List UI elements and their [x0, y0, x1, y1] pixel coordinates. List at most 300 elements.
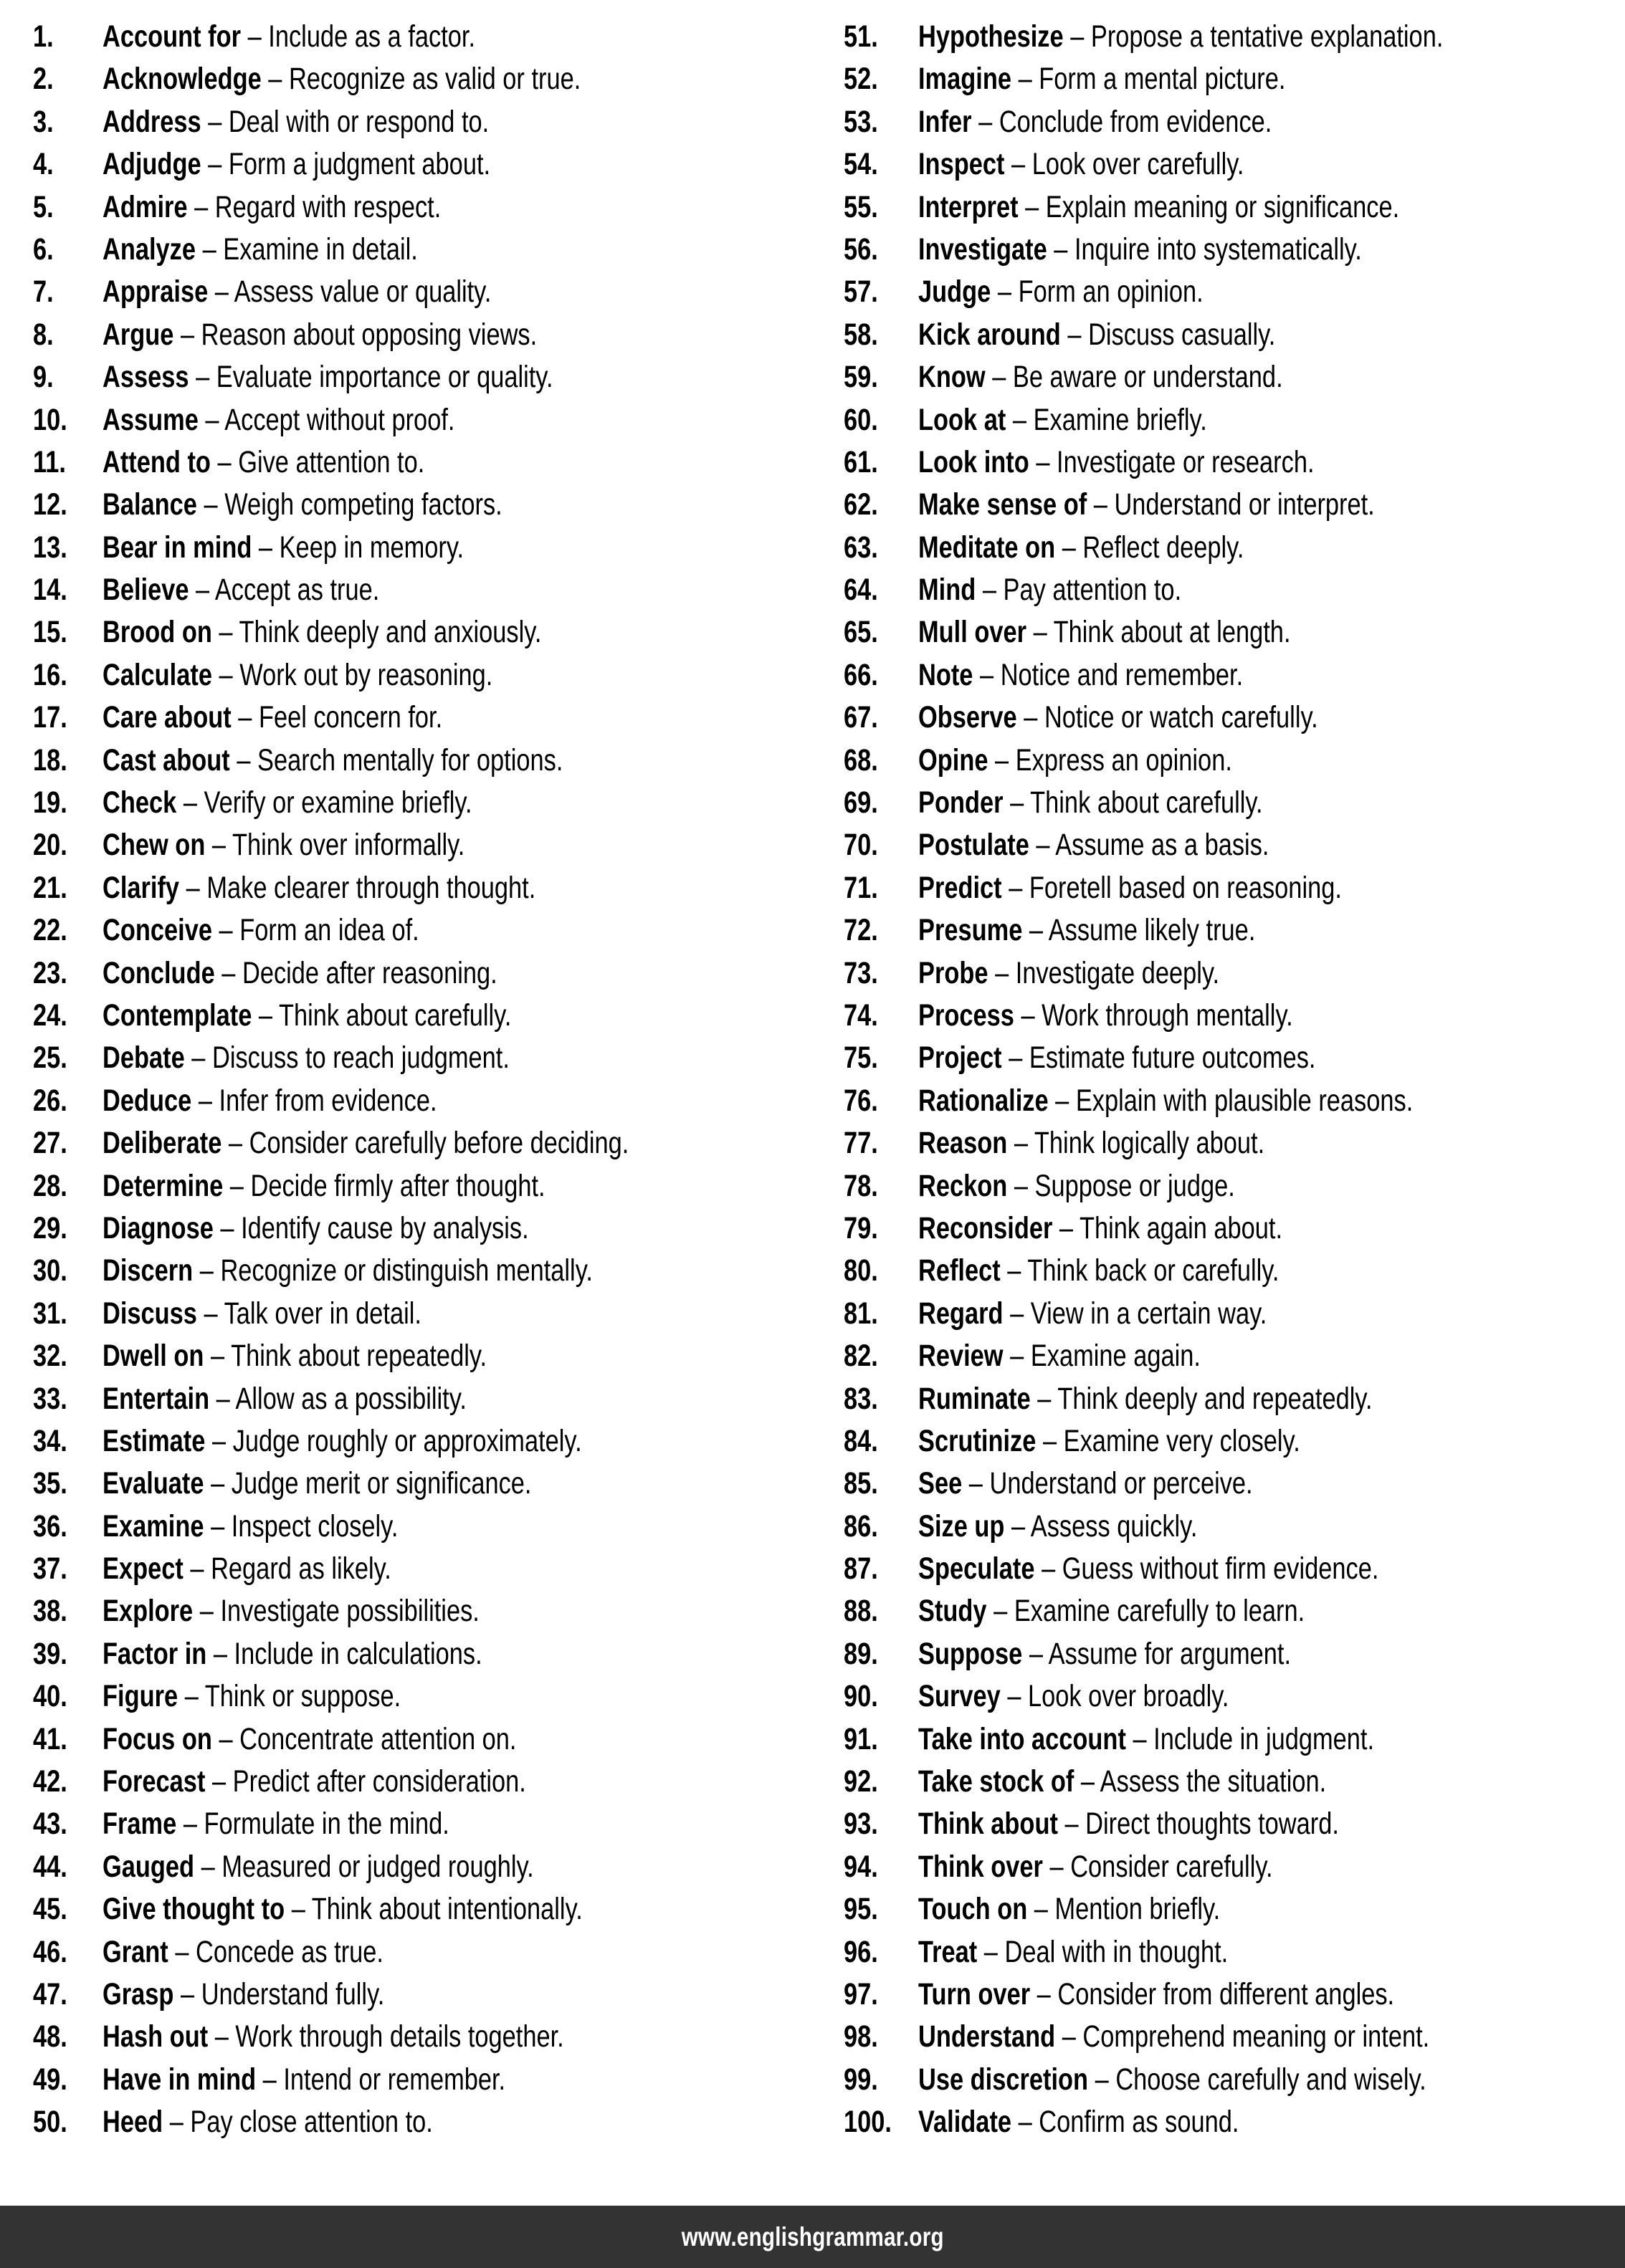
list-item-number: 24. — [33, 997, 67, 1033]
list-item-separator: – — [198, 1083, 212, 1118]
list-item-definition: Weigh competing factors. — [224, 487, 502, 522]
list-item-number: 74. — [844, 997, 878, 1033]
list-item-term: Cast about — [103, 742, 230, 777]
list-item-definition: Look over carefully. — [1031, 147, 1244, 182]
list-item — [844, 995, 1617, 1037]
list-item — [33, 1506, 805, 1548]
list-item-number: 67. — [844, 700, 878, 735]
list-item-definition: Comprehend meaning or intent. — [1082, 2019, 1430, 2054]
list-item-term: Deliberate — [103, 1126, 222, 1161]
list-item-number: 35. — [33, 1466, 67, 1501]
list-item-term: Infer — [918, 104, 972, 139]
list-item-separator: – — [237, 742, 251, 777]
list-item-number: 23. — [33, 955, 67, 990]
list-item-body — [103, 1846, 534, 1888]
list-item-number: 86. — [844, 1508, 878, 1544]
list-item-definition: Investigate or research. — [1057, 444, 1315, 479]
list-item-separator: – — [214, 2019, 229, 2054]
list-item-separator: – — [211, 1466, 225, 1501]
list-item-separator: – — [196, 360, 210, 395]
list-item-number: 30. — [33, 1253, 67, 1288]
list-item-term: Investigate — [918, 231, 1047, 267]
list-item-definition: Concentrate attention on. — [239, 1721, 517, 1756]
list-item-body — [103, 1590, 480, 1632]
list-item-body — [103, 1803, 449, 1845]
list-item — [844, 611, 1617, 654]
list-item-definition: Think deeply and repeatedly. — [1057, 1381, 1373, 1416]
list-item-definition: Intend or remember. — [283, 2062, 506, 2097]
list-item-term: Entertain — [103, 1381, 210, 1416]
list-item — [33, 1973, 805, 2016]
list-item-body — [103, 740, 563, 782]
list-item-separator: – — [1007, 1253, 1021, 1288]
list-item-number: 64. — [844, 573, 878, 608]
list-item-body — [918, 824, 1269, 866]
list-item-term: Discuss — [103, 1296, 197, 1331]
list-item-body — [103, 782, 472, 824]
list-item-term: Forecast — [103, 1764, 206, 1799]
list-item-body — [918, 1846, 1273, 1888]
list-item — [844, 740, 1617, 782]
list-item-definition: Assess quickly. — [1030, 1508, 1198, 1544]
list-item-number: 98. — [844, 2019, 878, 2054]
list-item-body — [103, 1250, 593, 1292]
list-item-term: Heed — [103, 2105, 163, 2140]
list-item-separator: – — [1064, 1807, 1079, 1842]
list-item-term: Grant — [103, 1934, 168, 1969]
list-item-term: Give thought to — [103, 1892, 285, 1927]
list-item — [33, 654, 805, 697]
list-item-term: Reconsider — [918, 1210, 1053, 1245]
list-item-definition: Form a judgment about. — [228, 147, 491, 182]
list-item-definition: Reflect deeply. — [1082, 530, 1244, 565]
list-item-body — [103, 143, 490, 186]
list-item-body — [918, 1718, 1374, 1761]
list-item-number: 21. — [33, 870, 67, 905]
list-item-number: 11. — [33, 444, 66, 479]
list-item — [33, 1207, 805, 1250]
list-item-body — [103, 1548, 391, 1590]
list-item-term: Imagine — [918, 62, 1011, 97]
footer-bar — [0, 2206, 1625, 2268]
list-item-separator: – — [175, 1934, 189, 1969]
list-item-term: Think over — [918, 1849, 1043, 1884]
list-item-number: 63. — [844, 530, 878, 565]
list-item-separator: – — [1010, 785, 1024, 820]
list-item-number: 19. — [33, 785, 67, 820]
list-item-body — [918, 527, 1244, 569]
list-item-number: 12. — [33, 487, 67, 522]
list-item-definition: Reason about opposing views. — [201, 317, 538, 352]
list-item-number: 90. — [844, 1679, 878, 1714]
list-item-separator: – — [191, 1040, 206, 1076]
list-item-separator: – — [1007, 1679, 1021, 1714]
two-column-list — [0, 16, 1625, 2201]
list-item-number: 13. — [33, 530, 67, 565]
list-item-body — [918, 1675, 1229, 1718]
list-item-separator: – — [1011, 147, 1026, 182]
list-item-body — [103, 527, 464, 569]
list-item — [844, 314, 1617, 356]
list-item-term: Adjudge — [103, 147, 201, 182]
list-item — [33, 697, 805, 739]
list-item-number: 99. — [844, 2062, 878, 2097]
list-item-number: 73. — [844, 955, 878, 990]
list-item-body — [103, 909, 419, 952]
list-item-separator: – — [238, 700, 252, 735]
list-item-body — [103, 2101, 433, 2143]
list-item — [33, 2101, 805, 2143]
list-item-number: 44. — [33, 1849, 67, 1884]
list-item-separator: – — [1009, 1040, 1023, 1076]
list-item-body — [103, 186, 441, 229]
list-item — [33, 1675, 805, 1718]
list-item-definition: Foretell based on reasoning. — [1029, 870, 1342, 905]
list-item-number: 17. — [33, 700, 67, 735]
list-item-term: Address — [103, 104, 201, 139]
list-item-number: 80. — [844, 1253, 878, 1288]
list-item — [844, 1250, 1617, 1292]
list-item — [844, 1931, 1617, 1973]
list-item-definition: Identify cause by analysis. — [241, 1210, 529, 1245]
list-item-separator: – — [268, 62, 282, 97]
list-item-number: 83. — [844, 1381, 878, 1416]
list-item — [33, 824, 805, 866]
list-item-separator: – — [1034, 1892, 1048, 1927]
list-item-separator: – — [219, 1721, 233, 1756]
list-item-body — [103, 1633, 482, 1675]
list-item-separator: – — [217, 444, 232, 479]
list-item-separator: – — [194, 189, 209, 224]
right-column — [812, 16, 1624, 2144]
list-item-body — [103, 867, 535, 909]
list-item — [844, 697, 1617, 739]
list-item-definition: Evaluate importance or quality. — [216, 360, 553, 395]
list-item-number: 81. — [844, 1296, 878, 1331]
list-item-term: Take stock of — [918, 1764, 1074, 1799]
list-item-definition: Measured or judged roughly. — [221, 1849, 534, 1884]
list-item — [33, 1250, 805, 1292]
list-item-term: Attend to — [103, 444, 211, 479]
list-item — [844, 58, 1617, 100]
list-item-separator: – — [995, 955, 1009, 990]
list-item — [33, 611, 805, 654]
list-item — [844, 1378, 1617, 1420]
website-url: www.englishgrammar.org — [681, 2221, 944, 2252]
list-item-body — [918, 2059, 1426, 2101]
list-item-number: 77. — [844, 1126, 878, 1161]
list-item-separator: – — [211, 1508, 225, 1544]
list-item-body — [918, 143, 1244, 186]
list-item-body — [918, 399, 1207, 441]
list-item-number: 49. — [33, 2062, 67, 2097]
list-item-term: Frame — [103, 1807, 177, 1842]
list-item-separator: – — [208, 104, 222, 139]
list-item-term: Think about — [918, 1807, 1058, 1842]
list-item-body — [918, 740, 1232, 782]
list-item — [844, 1548, 1617, 1590]
list-item-number: 95. — [844, 1892, 878, 1927]
list-item — [33, 527, 805, 569]
list-item-number: 7. — [33, 274, 54, 310]
list-item-separator: – — [213, 1636, 227, 1671]
list-item-definition: Assess value or quality. — [234, 274, 492, 310]
list-item — [844, 356, 1617, 398]
list-item-number: 78. — [844, 1168, 878, 1203]
list-item — [33, 1122, 805, 1164]
list-item — [844, 1633, 1617, 1675]
list-item-definition: Inquire into systematically. — [1074, 231, 1362, 267]
list-item-body — [103, 441, 424, 484]
list-item-separator: – — [221, 955, 236, 990]
list-item-separator: – — [1011, 1508, 1026, 1544]
list-item-term: Deduce — [103, 1083, 192, 1118]
list-item-body — [918, 1590, 1305, 1632]
list-item-definition: Accept as true. — [214, 573, 380, 608]
list-item — [844, 782, 1617, 824]
list-item-definition: Assume for argument. — [1048, 1636, 1292, 1671]
list-item-term: Evaluate — [103, 1466, 204, 1501]
list-item-term: Use discretion — [918, 2062, 1089, 2097]
list-item-term: Rationalize — [918, 1083, 1049, 1118]
list-item-body — [103, 697, 442, 739]
list-item — [844, 1590, 1617, 1632]
list-item — [33, 2059, 805, 2101]
list-item-number: 25. — [33, 1040, 67, 1076]
list-item — [844, 654, 1617, 697]
list-item-term: Suppose — [918, 1636, 1023, 1671]
list-item-number: 51. — [844, 19, 878, 54]
list-item — [844, 1420, 1617, 1463]
list-item-number: 6. — [33, 231, 54, 267]
list-item-body — [918, 1761, 1326, 1803]
list-item-definition: Think deeply and anxiously. — [239, 615, 542, 650]
list-item-number: 84. — [844, 1423, 878, 1458]
list-item-body — [103, 1420, 582, 1463]
list-item-body — [918, 1973, 1394, 2016]
list-item-number: 94. — [844, 1849, 878, 1884]
list-item — [33, 16, 805, 58]
list-item-body — [918, 314, 1275, 356]
list-item — [844, 527, 1617, 569]
list-item-definition: Recognize or distinguish mentally. — [220, 1253, 593, 1288]
list-item-definition: Understand or interpret. — [1114, 487, 1375, 522]
list-item-definition: Assume likely true. — [1048, 913, 1256, 948]
list-item-body — [918, 1633, 1291, 1675]
list-item-term: Brood on — [103, 615, 212, 650]
list-item-definition: Deal with or respond to. — [228, 104, 490, 139]
list-item-definition: Work out by reasoning. — [239, 657, 493, 692]
list-item-term: Reason — [918, 1126, 1008, 1161]
list-item-body — [103, 1207, 529, 1250]
list-item-number: 100. — [844, 2105, 892, 2140]
list-item-separator: – — [992, 360, 1006, 395]
list-item-term: Account for — [103, 19, 242, 54]
list-item-term: Bear in mind — [103, 530, 252, 565]
list-item-definition: Accept without proof. — [224, 402, 455, 437]
list-item-number: 65. — [844, 615, 878, 650]
list-item-term: Figure — [103, 1679, 178, 1714]
list-item-number: 22. — [33, 913, 67, 948]
list-item — [844, 143, 1617, 186]
list-item-definition: Be aware or understand. — [1012, 360, 1283, 395]
list-item-term: Speculate — [918, 1551, 1035, 1587]
list-item-term: Check — [103, 785, 177, 820]
list-item-separator: – — [1070, 19, 1085, 54]
list-item-term: Review — [918, 1339, 1004, 1374]
list-item-definition: Guess without firm evidence. — [1062, 1551, 1379, 1587]
list-item-body — [103, 271, 491, 313]
list-item — [844, 1761, 1617, 1803]
list-item-number: 50. — [33, 2105, 67, 2140]
list-item-term: Discern — [103, 1253, 194, 1288]
list-item — [33, 1165, 805, 1207]
list-item-body — [918, 1037, 1315, 1079]
list-item — [33, 1761, 805, 1803]
list-item-number: 28. — [33, 1168, 67, 1203]
list-item-term: Treat — [918, 1934, 978, 1969]
list-item-separator: – — [211, 1423, 227, 1458]
list-item-separator: – — [1062, 2019, 1076, 2054]
list-item-term: Care about — [103, 700, 232, 735]
list-item-separator: – — [204, 1296, 218, 1331]
list-item — [33, 1590, 805, 1632]
list-item-definition: Discuss casually. — [1088, 317, 1276, 352]
list-item-term: Focus on — [103, 1721, 212, 1756]
list-item-number: 4. — [33, 147, 54, 182]
list-item-separator: – — [205, 402, 219, 437]
list-item-body — [103, 1888, 583, 1930]
list-item-number: 75. — [844, 1040, 878, 1076]
list-item-body — [918, 16, 1443, 58]
list-item-body — [103, 1931, 383, 1973]
list-item-definition: Make clearer through thought. — [206, 870, 536, 905]
list-item-separator: – — [983, 1934, 998, 1969]
list-item-term: Diagnose — [103, 1210, 214, 1245]
list-item-definition: Formulate in the mind. — [204, 1807, 449, 1842]
list-item — [844, 441, 1617, 484]
list-item-separator: – — [183, 785, 197, 820]
list-item-term: See — [918, 1466, 963, 1501]
list-item-number: 92. — [844, 1764, 878, 1799]
list-item-separator: – — [1055, 1083, 1069, 1118]
list-item — [33, 1463, 805, 1505]
list-item-number: 18. — [33, 742, 67, 777]
list-item-term: Regard — [918, 1296, 1004, 1331]
list-item-body — [918, 654, 1243, 697]
list-item-number: 48. — [33, 2019, 67, 2054]
list-item-separator: – — [978, 104, 993, 139]
list-item — [844, 271, 1617, 313]
list-item — [33, 1378, 805, 1420]
list-item-number: 71. — [844, 870, 878, 905]
list-item-body — [918, 1250, 1279, 1292]
list-item-body — [103, 824, 464, 866]
list-item-term: Grasp — [103, 1976, 174, 2011]
list-item-definition: View in a certain way. — [1030, 1296, 1267, 1331]
list-item — [844, 909, 1617, 952]
list-item — [33, 995, 805, 1037]
list-item-body — [103, 101, 489, 143]
list-item-separator: – — [1029, 913, 1044, 948]
list-item-term: Examine — [103, 1508, 204, 1544]
list-item-separator: – — [208, 147, 222, 182]
list-item-separator: – — [180, 317, 195, 352]
list-item — [33, 399, 805, 441]
list-item — [844, 399, 1617, 441]
list-item-separator: – — [201, 1849, 215, 1884]
list-item-number: 97. — [844, 1976, 878, 2011]
list-item-separator: – — [196, 573, 210, 608]
list-item-number: 46. — [33, 1934, 67, 1969]
list-item-number: 89. — [844, 1636, 878, 1671]
list-item-definition: Include as a factor. — [268, 19, 476, 54]
list-item-number: 15. — [33, 615, 67, 650]
list-item-body — [918, 1293, 1267, 1335]
list-item-body — [103, 314, 537, 356]
list-item-separator: – — [1024, 700, 1038, 735]
list-item-definition: Form an opinion. — [1018, 274, 1204, 310]
list-item-term: Probe — [918, 955, 988, 990]
list-item — [33, 782, 805, 824]
list-item-body — [918, 1335, 1201, 1377]
list-item-body — [103, 1293, 421, 1335]
list-item-body — [918, 2101, 1239, 2143]
list-item — [33, 1080, 805, 1122]
list-item — [844, 569, 1617, 611]
list-item-definition: Confirm as sound. — [1039, 2105, 1239, 2140]
list-item-body — [918, 995, 1293, 1037]
list-item-separator: – — [1012, 402, 1027, 437]
list-item-separator: – — [1049, 1849, 1064, 1884]
list-item-definition: Decide after reasoning. — [242, 955, 497, 990]
list-item-separator: – — [968, 1466, 983, 1501]
list-item-body — [918, 611, 1291, 654]
list-item-body — [103, 1718, 516, 1761]
list-item-definition: Work through details together. — [235, 2019, 564, 2054]
list-item-term: Hash out — [103, 2019, 209, 2054]
list-item-number: 2. — [33, 62, 54, 97]
list-item-body — [918, 271, 1204, 313]
list-item-number: 76. — [844, 1083, 878, 1118]
list-item-definition: Suppose or judge. — [1034, 1168, 1235, 1203]
list-item-number: 52. — [844, 62, 878, 97]
list-item-body — [103, 1335, 487, 1377]
list-item-number: 58. — [844, 317, 878, 352]
list-item-term: Acknowledge — [103, 62, 262, 97]
list-item-term: Contemplate — [103, 997, 252, 1033]
list-item-term: Dwell on — [103, 1339, 204, 1374]
list-item — [33, 314, 805, 356]
list-item-definition: Feel concern for. — [258, 700, 443, 735]
list-item-term: Judge — [918, 274, 991, 310]
list-item-body — [103, 569, 379, 611]
list-item-number: 31. — [33, 1296, 67, 1331]
list-item-term: Reflect — [918, 1253, 1001, 1288]
list-item — [33, 1037, 805, 1079]
list-item-definition: Inspect closely. — [231, 1508, 399, 1544]
list-item-body — [103, 484, 502, 526]
list-item-body — [103, 2059, 505, 2101]
list-item-definition: Decide firmly after thought. — [250, 1168, 545, 1203]
list-item — [33, 909, 805, 952]
list-item-body — [918, 58, 1285, 100]
list-item-number: 62. — [844, 487, 878, 522]
list-item — [844, 2059, 1617, 2101]
list-item — [844, 1888, 1617, 1930]
list-item-separator: – — [1067, 317, 1082, 352]
list-item-separator: – — [1010, 1296, 1024, 1331]
